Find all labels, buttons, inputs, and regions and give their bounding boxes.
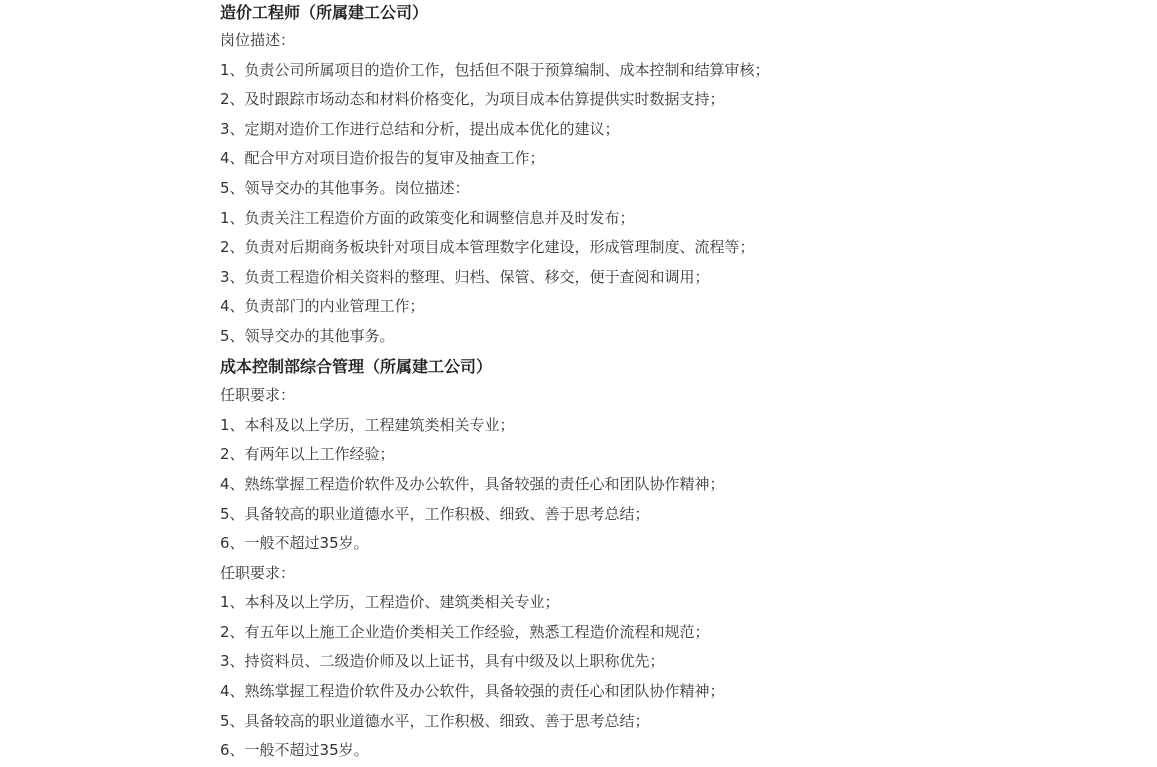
list-item: 5、领导交办的其他事务。岗位描述：: [220, 178, 470, 197]
list-item: 2、负责对后期商务板块针对项目成本管理数字化建设，形成管理制度、流程等；: [220, 238, 755, 257]
subheading-requirements: 任职要求：: [220, 386, 296, 405]
list-item: 5、具备较高的职业道德水平，工作积极、细致、善于思考总结；: [220, 504, 650, 523]
list-item: 3、负责工程造价相关资料的整理、归档、保管、移交，便于查阅和调用；: [220, 267, 710, 286]
list-item: 1、本科及以上学历，工程造价、建筑类相关专业；: [220, 593, 560, 612]
list-item: 2、有五年以上施工企业造价类相关工作经验，熟悉工程造价流程和规范；: [220, 622, 710, 641]
list-item: 4、配合甲方对项目造价报告的复审及抽查工作；: [220, 149, 545, 168]
list-item: 1、负责公司所属项目的造价工作，包括但不限于预算编制、成本控制和结算审核；: [220, 60, 770, 79]
list-item: 1、本科及以上学历，工程建筑类相关专业；: [220, 415, 515, 434]
subheading-requirements: 任职要求：: [220, 563, 296, 582]
list-item: 6、一般不超过35岁。: [220, 534, 369, 553]
list-item: 3、持资料员、二级造价师及以上证书，具有中级及以上职称优先；: [220, 652, 665, 671]
subheading-job-description: 岗位描述：: [220, 31, 296, 49]
list-item: 5、领导交办的其他事务。: [220, 326, 395, 345]
list-item: 1、负责关注工程造价方面的政策变化和调整信息并及时发布；: [220, 208, 635, 227]
list-item: 2、有两年以上工作经验；: [220, 445, 395, 464]
section-heading-cost-engineer: 造价工程师（所属建工公司）: [220, 3, 429, 22]
list-item: 2、及时跟踪市场动态和材料价格变化，为项目成本估算提供实时数据支持；: [220, 90, 725, 109]
list-item: 3、定期对造价工作进行总结和分析，提出成本优化的建议；: [220, 119, 620, 138]
list-item: 4、熟练掌握工程造价软件及办公软件，具备较强的责任心和团队协作精神；: [220, 474, 725, 493]
section-heading-cost-control-admin: 成本控制部综合管理（所属建工公司）: [220, 356, 493, 376]
list-item: 5、具备较高的职业道德水平，工作积极、细致、善于思考总结；: [220, 711, 650, 730]
list-item: 4、负责部门的内业管理工作；: [220, 297, 425, 316]
list-item: 4、熟练掌握工程造价软件及办公软件，具备较强的责任心和团队协作精神；: [220, 682, 725, 701]
list-item: 6、一般不超过35岁。: [220, 741, 369, 760]
job-description-article: [220, 0, 1120, 766]
